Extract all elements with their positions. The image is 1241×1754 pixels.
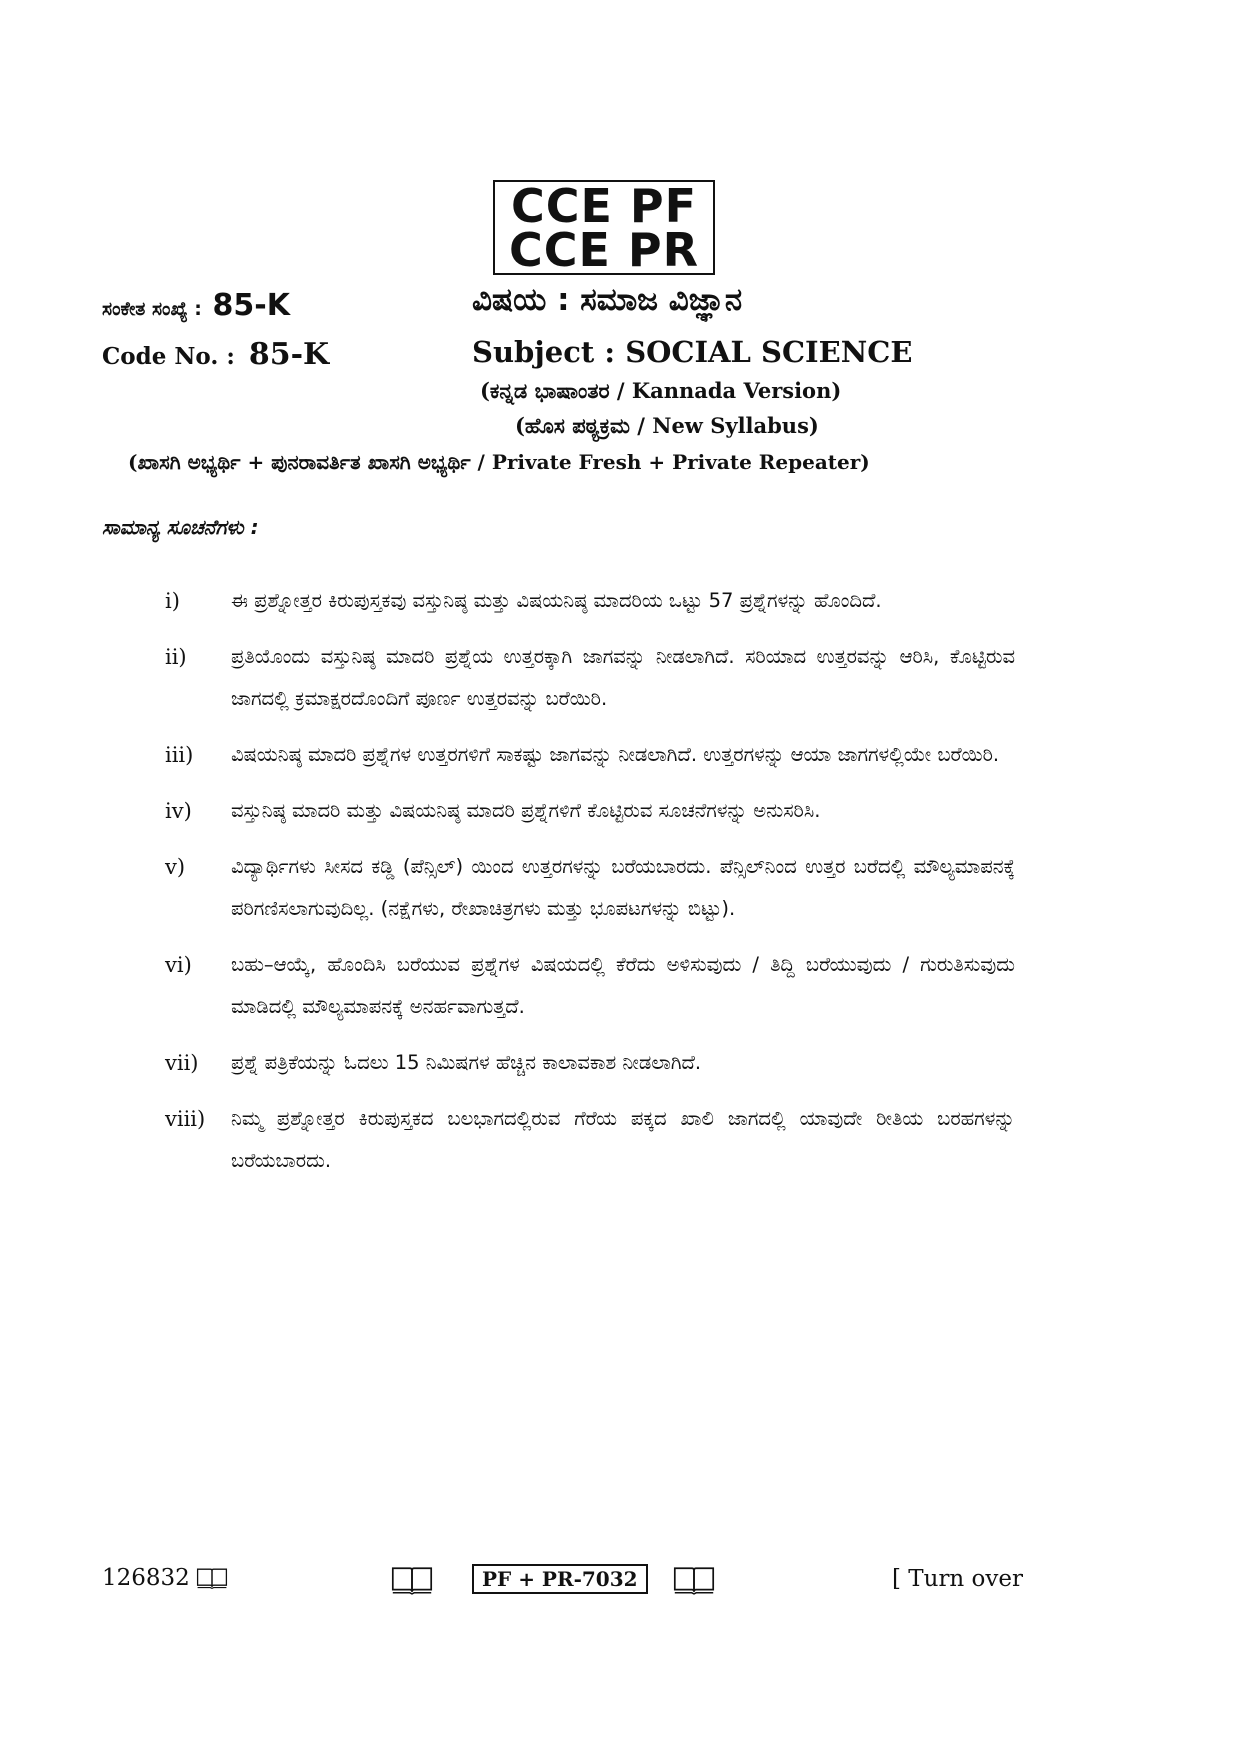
instruction-number: i) (165, 589, 180, 613)
instruction-number: iii) (165, 743, 194, 767)
instruction-item (165, 846, 1015, 930)
open-book-icon (390, 1564, 434, 1596)
instruction-number: v) (165, 855, 186, 879)
footer-serial (102, 1565, 228, 1591)
code-value-english: 85-K (248, 337, 330, 372)
instruction-text: ಈ ಪ್ರಶ್ನೋತ್ತರ ಕಿರುಪುಸ್ತಕವು ವಸ್ತುನಿಷ್ಠ ಮತ್ತು ವಿಷಯನಿಷ್ಠ ಮಾದರಿಯ ಒಟ್ಟು 57 ಪ್ರಶ್ನೆಗಳನ್ನು ಹೊಂದಿದೆ. (231, 589, 882, 612)
paper-code-box: PF + PR-7032 (472, 1564, 648, 1594)
instruction-number: viii) (165, 1107, 206, 1131)
footer-book-left (390, 1564, 434, 1600)
instruction-item (165, 790, 1015, 832)
instruction-item (165, 944, 1015, 1028)
instruction-text: ನಿಮ್ಮ ಪ್ರಶ್ನೋತ್ತರ ಕಿರುಪುಸ್ತಕದ ಬಲಭಾಗದಲ್ಲಿರುವ ಗೆರೆಯ ಪಕ್ಕದ ಖಾಲಿ ಜಾಗದಲ್ಲಿ ಯಾವುದೇ ರೀತಿಯ ಬರಹಗಳನ್ನು ಬರೆಯಬಾರದು. (231, 1107, 1015, 1172)
exam-type-box (493, 180, 715, 275)
instruction-text: ವಸ್ತುನಿಷ್ಠ ಮಾದರಿ ಮತ್ತು ವಿಷಯನಿಷ್ಠ ಮಾದರಿ ಪ್ರಶ್ನೆಗಳಿಗೆ ಕೊಟ್ಟಿರುವ ಸೂಚನೆಗಳನ್ನು ಅನುಸರಿಸಿ. (231, 799, 821, 822)
footer-book-right (672, 1564, 716, 1600)
exam-type-line-1: CCE PF (510, 179, 698, 233)
instruction-item (165, 734, 1015, 776)
code-number-english (102, 337, 329, 372)
instruction-number: iv) (165, 799, 192, 823)
open-book-icon (672, 1564, 716, 1596)
version-line: (ಕನ್ನಡ ಭಾಷಾಂತರ / Kannada Version) (480, 378, 842, 403)
instructions-title: ಸಾಮಾನ್ಯ ಸೂಚನೆಗಳು : (102, 515, 259, 539)
instruction-text: ಪ್ರಶ್ನೆ ಪತ್ರಿಕೆಯನ್ನು ಓದಲು 15 ನಿಮಿಷಗಳ ಹೆಚ್ಚಿನ ಕಾಲಾವಕಾಶ ನೀಡಲಾಗಿದೆ. (231, 1051, 702, 1074)
subject-english: Subject : SOCIAL SCIENCE (472, 335, 913, 369)
instruction-number: vi) (165, 953, 192, 977)
code-value-kannada: 85-K (212, 288, 290, 323)
serial-number: 126832 (102, 1565, 190, 1591)
instruction-text: ವಿಷಯನಿಷ್ಠ ಮಾದರಿ ಪ್ರಶ್ನೆಗಳ ಉತ್ತರಗಳಿಗೆ ಸಾಕಷ್ಟು ಜಾಗವನ್ನು ನೀಡಲಾಗಿದೆ. ಉತ್ತರಗಳನ್ನು ಆಯಾ ಜಾಗಗಳಲ್ಲಿಯೇ ಬರೆಯಿರಿ. (231, 743, 1000, 766)
instruction-item (165, 1098, 1015, 1182)
candidate-type-line: (ಖಾಸಗಿ ಅಭ್ಯರ್ಥಿ + ಪುನರಾವರ್ತಿತ ಖಾಸಗಿ ಅಭ್ಯರ್ಥಿ / Private Fresh + Private Repeater) (128, 450, 870, 474)
instruction-item (165, 636, 1015, 720)
instruction-item (165, 1042, 1015, 1084)
instruction-number: ii) (165, 645, 187, 669)
instruction-number: vii) (165, 1051, 199, 1075)
open-book-icon (196, 1565, 228, 1591)
exam-type-line-2: CCE PR (508, 223, 700, 277)
instructions-list (165, 580, 1015, 1182)
code-label-kannada: ಸಂಕೇತ ಸಂಖ್ಯೆ : (102, 298, 202, 320)
code-number-kannada (102, 288, 290, 323)
instruction-text: ಬಹು–ಆಯ್ಕೆ, ಹೊಂದಿಸಿ ಬರೆಯುವ ಪ್ರಶ್ನೆಗಳ ವಿಷಯದಲ್ಲಿ ಕೆರೆದು ಅಳಿಸುವುದು / ತಿದ್ದಿ ಬರೆಯುವುದು / ಗುರುತಿಸುವುದು ಮಾಡಿದಲ್ಲಿ ಮೌಲ್ಯಮಾಪನಕ್ಕೆ ಅನರ್ಹವಾಗುತ್ತದೆ. (231, 953, 1015, 1018)
turn-over-note: [ Turn over (892, 1566, 1024, 1592)
instruction-text: ಪ್ರತಿಯೊಂದು ವಸ್ತುನಿಷ್ಠ ಮಾದರಿ ಪ್ರಶ್ನೆಯ ಉತ್ತರಕ್ಕಾಗಿ ಜಾಗವನ್ನು ನೀಡಲಾಗಿದೆ. ಸರಿಯಾದ ಉತ್ತರವನ್ನು ಆರಿಸಿ, ಕೊಟ್ಟಿರುವ ಜಾಗದಲ್ಲಿ ಕ್ರಮಾಕ್ಷರದೊಂದಿಗೆ ಪೂರ್ಣ ಉತ್ತರವನ್ನು ಬರೆಯಿರಿ. (231, 645, 1015, 710)
subject-kannada: ವಿಷಯ : ಸಮಾಜ ವಿಜ್ಞಾನ (472, 282, 743, 318)
syllabus-line: (ಹೊಸ ಪಠ್ಯಕ್ರಮ / New Syllabus) (515, 413, 819, 438)
instruction-text: ವಿದ್ಯಾರ್ಥಿಗಳು ಸೀಸದ ಕಡ್ಡಿ (ಪೆನ್ಸಿಲ್) ಯಿಂದ ಉತ್ತರಗಳನ್ನು ಬರೆಯಬಾರದು. ಪೆನ್ಸಿಲ್‌ನಿಂದ ಉತ್ತರ ಬರೆದಲ್ಲಿ ಮೌಲ್ಯಮಾಪನಕ್ಕೆ ಪರಿಗಣಿಸಲಾಗುವುದಿಲ್ಲ. (ನಕ್ಷೆಗಳು, ರೇಖಾಚಿತ್ರಗಳು ಮತ್ತು ಭೂಪಟಗಳನ್ನು ಬಿಟ್ಟು). (231, 855, 1015, 920)
instruction-item (165, 580, 1015, 622)
code-label-english: Code No. : (102, 343, 235, 370)
